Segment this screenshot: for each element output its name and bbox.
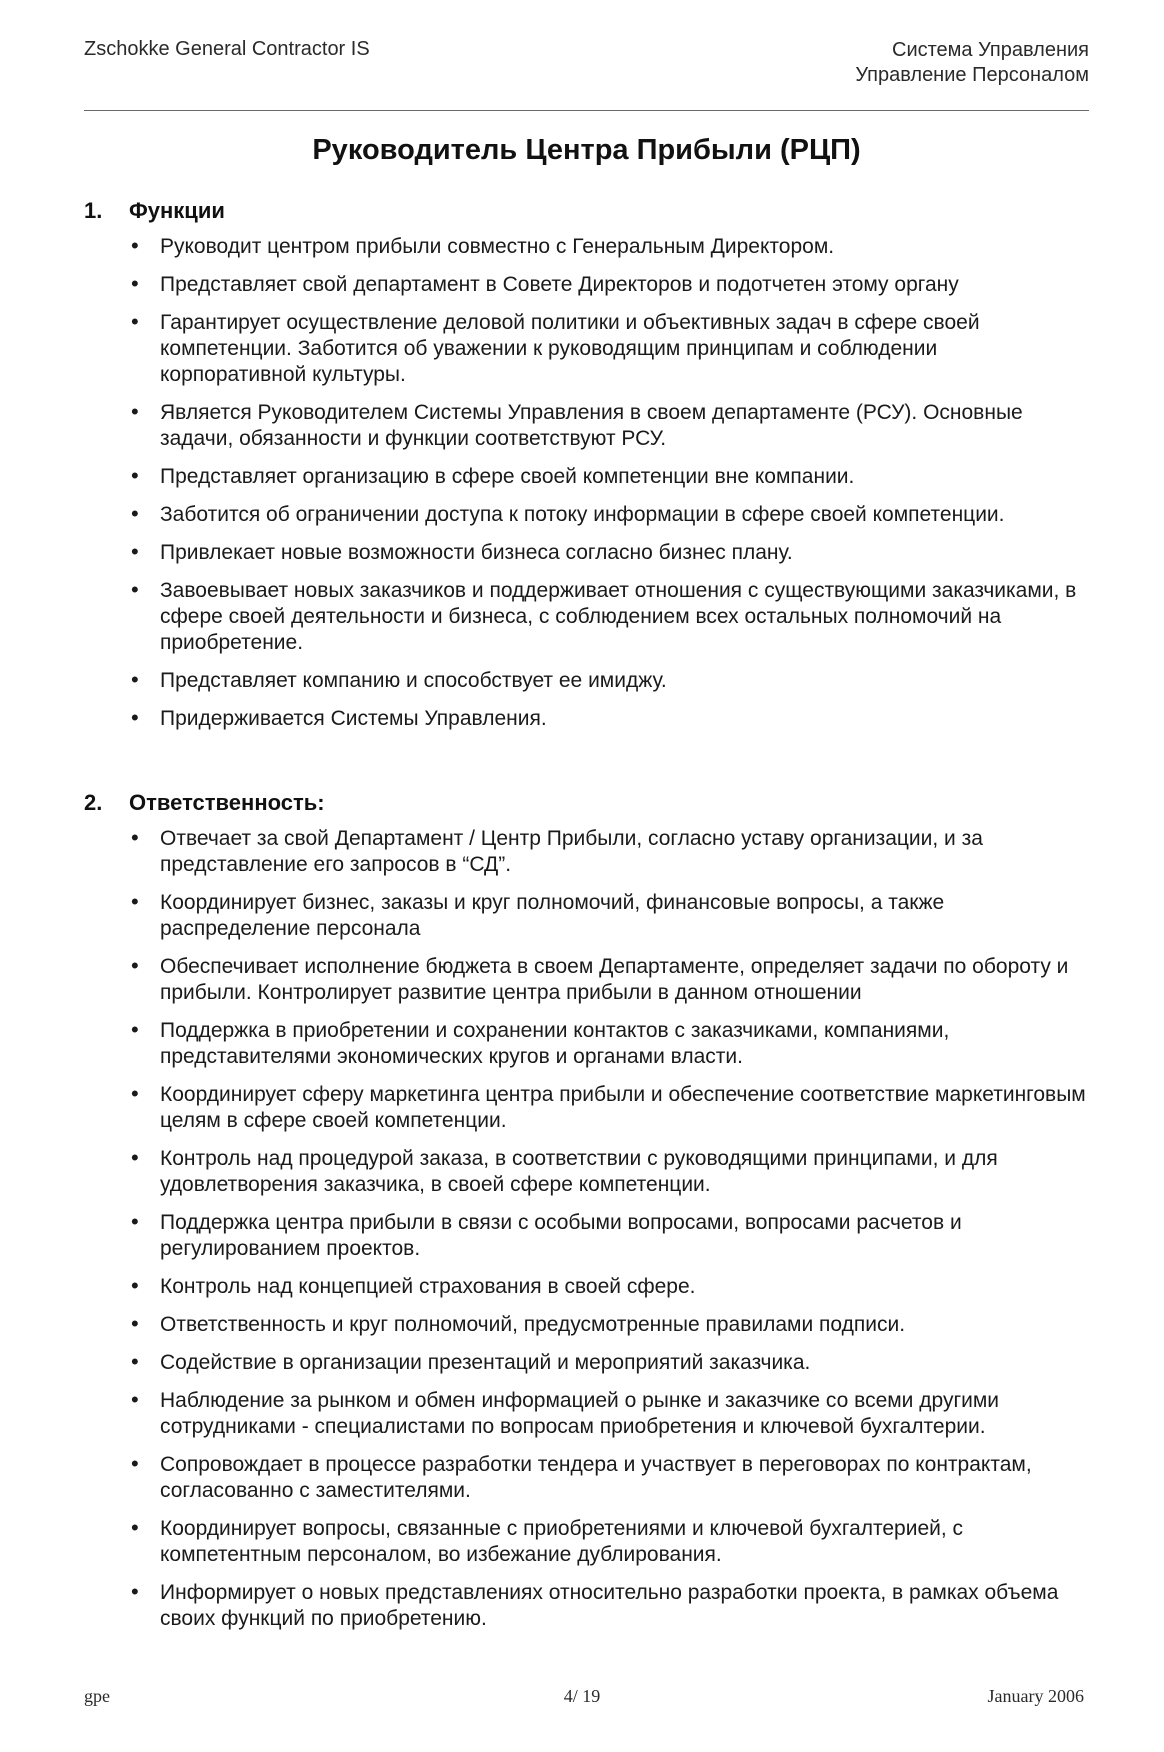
list-item: [84, 1312, 1089, 1338]
list-item-text: Информирует о новых представлениях относительно разработки проекта, в рамках объема своих функций по приобретению.: [160, 1581, 1059, 1630]
list-item: [84, 826, 1089, 878]
section-number: 1.: [84, 198, 103, 223]
list-item-text: Обеспечивает исполнение бюджета в своем Департаменте, определяет задачи по обороту и прибыли. Контролирует развитие центра прибыли в данном отношении: [160, 955, 1069, 1004]
list-item: [84, 668, 1089, 694]
list-item: [84, 1516, 1089, 1568]
bullet-icon: •: [131, 463, 139, 488]
bullet-icon: •: [131, 233, 139, 258]
list-item: [84, 400, 1089, 452]
bullet-icon: •: [131, 825, 139, 850]
list-item: [84, 890, 1089, 942]
bullet-icon: •: [131, 1579, 139, 1604]
header-system-line2: Управление Персоналом: [855, 64, 1089, 86]
bullet-icon: •: [131, 1081, 139, 1106]
bullet-icon: •: [131, 1349, 139, 1374]
section-heading: [84, 198, 1089, 228]
list-item-text: Завоевывает новых заказчиков и поддерживает отношения с существующими заказчиками, в сфере своей деятельности и бизнеса, с соблюдением всех остальных полномочий на приобретение.: [160, 579, 1077, 654]
list-item-text: Контроль над процедурой заказа, в соответствии с руководящими принципами, и для удовлетворения заказчика, в своей сфере компетенции.: [160, 1147, 998, 1196]
bullet-icon: •: [131, 1451, 139, 1476]
bullet-icon: •: [131, 667, 139, 692]
bullet-icon: •: [131, 271, 139, 296]
list-item-text: Координирует сферу маркетинга центра прибыли и обеспечение соответствие маркетинговым целям в сфере своей компетенции.: [160, 1083, 1086, 1132]
list-item-text: Гарантирует осуществление деловой политики и объективных задач в сфере своей компетенции. Заботится об уважении к руководящим принципам и соблюдении корпоративной культуры.: [160, 311, 980, 386]
list-item-text: Поддержка центра прибыли в связи с особыми вопросами, вопросами расчетов и регулированием проектов.: [160, 1211, 962, 1260]
section-title: Ответственность:: [129, 790, 325, 815]
bullet-icon: •: [131, 1515, 139, 1540]
bullet-icon: •: [131, 399, 139, 424]
list-item: [84, 1388, 1089, 1440]
bullet-icon: •: [131, 1387, 139, 1412]
list-item: [84, 1018, 1089, 1070]
list-item: [84, 1452, 1089, 1504]
list-item-text: Поддержка в приобретении и сохранении контактов с заказчиками, компаниями, представителями экономических кругов и органами власти.: [160, 1019, 950, 1068]
list-item-text: Координирует бизнес, заказы и круг полномочий, финансовые вопросы, а также распределение персонала: [160, 891, 945, 940]
bullet-icon: •: [131, 1311, 139, 1336]
list-item-text: Ответственность и круг полномочий, предусмотренные правилами подписи.: [160, 1313, 906, 1336]
list-item-text: Отвечает за свой Департамент / Центр Прибыли, согласно уставу организации, и за представление его запросов в “СД”.: [160, 827, 983, 876]
list-item-text: Представляет компанию и способствует ее имиджу.: [160, 669, 667, 692]
list-item-text: Наблюдение за рынком и обмен информацией о рынке и заказчике со всеми другими сотрудниками - специалистами по вопросам приобретения и ключевой бухгалтерии.: [160, 1389, 1000, 1438]
list-item-text: Представляет свой департамент в Совете Директоров и подотчетен этому органу: [160, 273, 959, 296]
bullet-icon: •: [131, 1273, 139, 1298]
list-item-text: Привлекает новые возможности бизнеса согласно бизнес плану.: [160, 541, 793, 564]
bullet-icon: •: [131, 309, 139, 334]
section-title: Функции: [129, 198, 225, 223]
list-item: [84, 706, 1089, 732]
bullet-icon: •: [131, 577, 139, 602]
list-item: [84, 540, 1089, 566]
section-heading: [84, 790, 1089, 820]
bullet-icon: •: [131, 889, 139, 914]
list-item: [84, 464, 1089, 490]
list-item: [84, 954, 1089, 1006]
list-item-text: Представляет организацию в сфере своей компетенции вне компании.: [160, 465, 855, 488]
footer-page-number: 4/ 19: [563, 1686, 601, 1706]
document-title: Руководитель Центра Прибыли (РЦП): [312, 134, 861, 166]
list-item: [84, 502, 1089, 528]
list-item-text: Заботится об ограничении доступа к потоку информации в сфере своей компетенции.: [160, 503, 1005, 526]
list-item-text: Содействие в организации презентаций и мероприятий заказчика.: [160, 1351, 811, 1374]
list-item: [84, 272, 1089, 298]
bullet-icon: •: [131, 1209, 139, 1234]
list-item-text: Придерживается Системы Управления.: [160, 707, 547, 730]
bullet-list: [84, 234, 1089, 732]
list-item-text: Контроль над концепцией страхования в своей сфере.: [160, 1275, 696, 1298]
section-number: 2.: [84, 790, 103, 815]
list-item: [84, 1580, 1089, 1632]
bullet-icon: •: [131, 539, 139, 564]
list-item-text: Является Руководителем Системы Управления в своем департаменте (РСУ). Основные задачи, обязанности и функции соответствуют РСУ.: [160, 401, 1023, 450]
list-item: [84, 578, 1089, 656]
list-item: [84, 1274, 1089, 1300]
bullet-icon: •: [131, 501, 139, 526]
section-responsibility: [84, 790, 1089, 1644]
list-item: [84, 1210, 1089, 1262]
list-item: [84, 310, 1089, 388]
list-item-text: Руководит центром прибыли совместно с Генеральным Директором.: [160, 235, 835, 258]
list-item-text: Сопровождает в процессе разработки тендера и участвует в переговорах по контрактам, согласованно с заместителями.: [160, 1453, 1032, 1502]
header-company: Zschokke General Contractor IS: [84, 38, 370, 60]
footer-date: January 2006: [987, 1686, 1084, 1706]
list-item-text: Координирует вопросы, связанные с приобретениями и ключевой бухгалтерией, с компетентным персоналом, во избежание дублирования.: [160, 1517, 964, 1566]
header-divider: [84, 110, 1089, 111]
footer-author: gpe: [84, 1686, 110, 1706]
bullet-list: [84, 826, 1089, 1632]
header-system: [855, 38, 1089, 88]
list-item: [84, 1350, 1089, 1376]
bullet-icon: •: [131, 705, 139, 730]
list-item: [84, 1082, 1089, 1134]
list-item: [84, 1146, 1089, 1198]
bullet-icon: •: [131, 1145, 139, 1170]
bullet-icon: •: [131, 953, 139, 978]
bullet-icon: •: [131, 1017, 139, 1042]
header-system-line1: Система Управления: [892, 39, 1089, 61]
list-item: [84, 234, 1089, 260]
section-functions: [84, 198, 1089, 744]
